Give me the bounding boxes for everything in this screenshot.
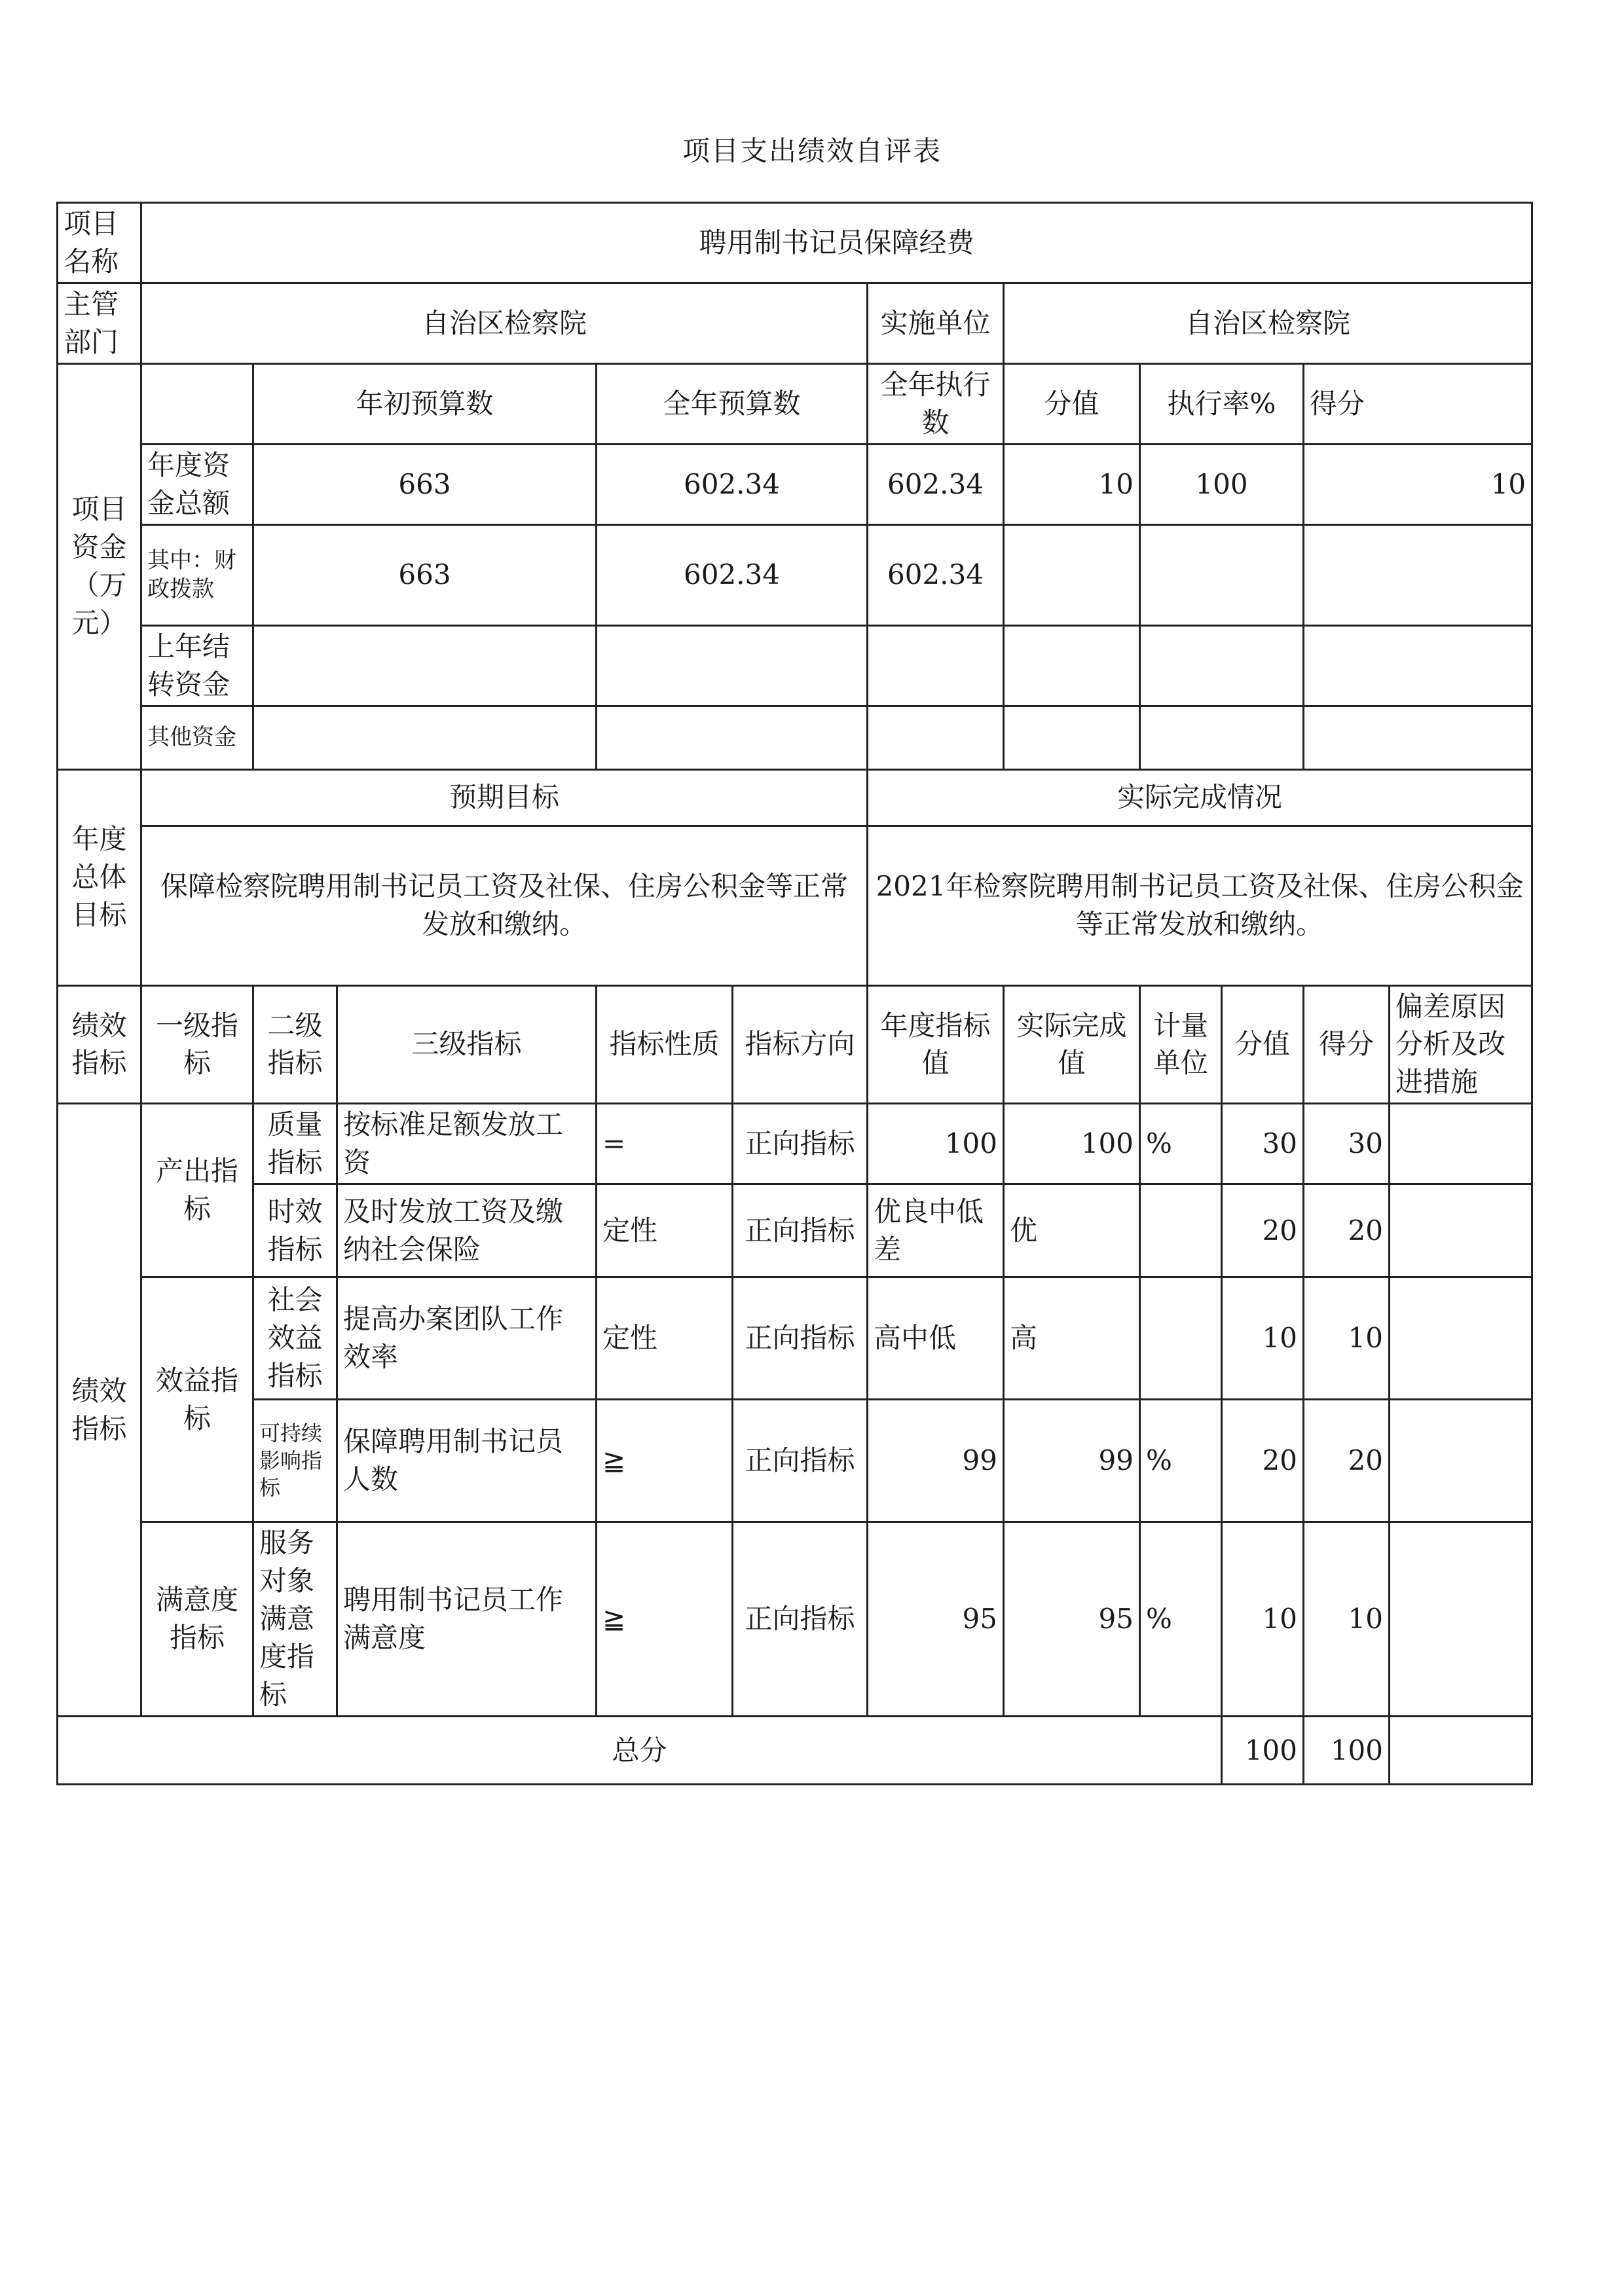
funds-exec-rate: 100: [1140, 444, 1304, 524]
expected-goal-label: 预期目标: [141, 769, 868, 826]
perf-unit: [1140, 1184, 1222, 1277]
actual-result-label: 实际完成情况: [868, 769, 1532, 826]
perf-direction: 正向指标: [733, 1277, 868, 1400]
perf-row-label: 绩效指标: [58, 1104, 141, 1717]
header-executed: 全年执行数: [868, 363, 1004, 444]
funds-score: 10: [1304, 444, 1532, 524]
perf-direction: 正向指标: [733, 1184, 868, 1277]
performance-evaluation-table: [56, 202, 1533, 1785]
perf-score-value: 20: [1222, 1184, 1304, 1277]
perf-deviation: [1390, 1522, 1532, 1717]
total-label: 总分: [58, 1717, 1222, 1785]
funds-annual: [597, 706, 868, 769]
perf-target: 优良中低差: [868, 1184, 1004, 1277]
perf-deviation: [1390, 1277, 1532, 1400]
perf-row-social: [58, 1277, 1532, 1400]
total-score-value: 100: [1222, 1717, 1304, 1785]
funds-executed: 602.34: [868, 524, 1004, 625]
funds-row-label: 年度资金总额: [141, 444, 253, 524]
funds-row-fiscal: [58, 524, 1532, 625]
funds-row-label: 上年结转资金: [141, 625, 253, 706]
perf-score: 20: [1304, 1400, 1390, 1522]
funds-executed: [868, 706, 1004, 769]
perf-header-lvl3: 三级指标: [337, 985, 597, 1104]
perf-lvl2: 社会效益指标: [253, 1277, 337, 1400]
perf-row-quality: [58, 1104, 1532, 1184]
perf-lvl3: 按标准足额发放工资: [337, 1104, 597, 1184]
perf-row-sustainability: [58, 1400, 1532, 1522]
perf-score: 10: [1304, 1277, 1390, 1400]
total-deviation: [1390, 1717, 1532, 1785]
expected-goal-text: 保障检察院聘用制书记员工资及社保、住房公积金等正常发放和缴纳。: [141, 826, 868, 985]
perf-group-satisfaction: 满意度指标: [141, 1522, 253, 1717]
perf-unit: %: [1140, 1104, 1222, 1184]
funds-annual: 602.34: [597, 444, 868, 524]
perf-unit: [1140, 1277, 1222, 1400]
funds-row-label: 其他资金: [141, 706, 253, 769]
perf-lvl2: 服务对象满意度指标: [253, 1522, 337, 1717]
funds-row-total: [58, 444, 1532, 524]
perf-nature: 定性: [597, 1277, 733, 1400]
perf-lvl2: 时效指标: [253, 1184, 337, 1277]
perf-nature: 定性: [597, 1184, 733, 1277]
perf-nature: ≧: [597, 1400, 733, 1522]
department-row: [58, 283, 1532, 363]
perf-header-nature: 指标性质: [597, 985, 733, 1104]
perf-score: 30: [1304, 1104, 1390, 1184]
perf-header-lvl2: 二级指标: [253, 985, 337, 1104]
header-exec-rate: 执行率%: [1140, 363, 1304, 444]
perf-deviation: [1390, 1184, 1532, 1277]
funds-executed: [868, 625, 1004, 706]
funds-annual: [597, 625, 868, 706]
funds-exec-rate: [1140, 524, 1304, 625]
header-score: 得分: [1304, 363, 1532, 444]
perf-lvl2: 质量指标: [253, 1104, 337, 1184]
funds-header-blank: [141, 363, 253, 444]
perf-actual: 95: [1004, 1522, 1140, 1717]
funds-score-value: 10: [1004, 444, 1140, 524]
goals-content-row: [58, 826, 1532, 985]
perf-nature: ≧: [597, 1522, 733, 1717]
perf-header-target: 年度指标值: [868, 985, 1004, 1104]
perf-lvl3: 提高办案团队工作效率: [337, 1277, 597, 1400]
funds-initial: 663: [253, 524, 597, 625]
funds-annual: 602.34: [597, 524, 868, 625]
project-name-value: 聘用制书记员保障经费: [141, 203, 1532, 283]
funds-score: [1304, 706, 1532, 769]
perf-direction: 正向指标: [733, 1104, 868, 1184]
perf-group-benefit: 效益指标: [141, 1277, 253, 1522]
perf-header-score-value: 分值: [1222, 985, 1304, 1104]
perf-unit: %: [1140, 1522, 1222, 1717]
funds-score: [1304, 524, 1532, 625]
perf-row-satisfaction: [58, 1522, 1532, 1717]
perf-score-value: 10: [1222, 1522, 1304, 1717]
perf-direction: 正向指标: [733, 1522, 868, 1717]
funds-initial: 663: [253, 444, 597, 524]
perf-header-deviation: 偏差原因分析及改进措施: [1390, 985, 1532, 1104]
perf-target: 高中低: [868, 1277, 1004, 1400]
perf-header-direction: 指标方向: [733, 985, 868, 1104]
perf-lvl3: 及时发放工资及缴纳社会保险: [337, 1184, 597, 1277]
perf-group-output: 产出指标: [141, 1104, 253, 1277]
funds-exec-rate: [1140, 706, 1304, 769]
funds-exec-rate: [1140, 625, 1304, 706]
funds-score-value: [1004, 524, 1140, 625]
perf-score-value: 20: [1222, 1400, 1304, 1522]
perf-header-row: [58, 985, 1532, 1104]
project-name-label: 项目名称: [58, 203, 141, 283]
funds-row-label: 其中：财政拨款: [141, 524, 253, 625]
perf-unit: %: [1140, 1400, 1222, 1522]
perf-lvl3: 聘用制书记员工作满意度: [337, 1522, 597, 1717]
perf-lvl3: 保障聘用制书记员人数: [337, 1400, 597, 1522]
perf-header-score: 得分: [1304, 985, 1390, 1104]
total-row: [58, 1717, 1532, 1785]
page-title: 项目支出绩效自评表: [682, 135, 942, 167]
funds-score: [1304, 625, 1532, 706]
funds-header-row: [58, 363, 1532, 444]
perf-score: 10: [1304, 1522, 1390, 1717]
header-score-value: 分值: [1004, 363, 1140, 444]
header-initial-budget: 年初预算数: [253, 363, 597, 444]
dept-label: 主管部门: [58, 283, 141, 363]
perf-header-label: 绩效指标: [58, 985, 141, 1104]
perf-actual: 100: [1004, 1104, 1140, 1184]
perf-actual: 99: [1004, 1400, 1140, 1522]
goals-header-row: [58, 769, 1532, 826]
perf-target: 100: [868, 1104, 1004, 1184]
funds-initial: [253, 706, 597, 769]
header-annual-budget: 全年预算数: [597, 363, 868, 444]
perf-header-lvl1: 一级指标: [141, 985, 253, 1104]
total-score: 100: [1304, 1717, 1390, 1785]
perf-score: 20: [1304, 1184, 1390, 1277]
perf-score-value: 30: [1222, 1104, 1304, 1184]
goals-label: 年度总体目标: [58, 769, 141, 985]
perf-target: 99: [868, 1400, 1004, 1522]
funds-score-value: [1004, 706, 1140, 769]
funds-label: 项目资金（万元）: [58, 363, 141, 769]
perf-deviation: [1390, 1400, 1532, 1522]
dept-value: 自治区检察院: [141, 283, 868, 363]
funds-executed: 602.34: [868, 444, 1004, 524]
perf-actual: 高: [1004, 1277, 1140, 1400]
perf-header-unit: 计量单位: [1140, 985, 1222, 1104]
perf-target: 95: [868, 1522, 1004, 1717]
funds-initial: [253, 625, 597, 706]
funds-row-carryover: [58, 625, 1532, 706]
perf-row-timeliness: [58, 1184, 1532, 1277]
perf-direction: 正向指标: [733, 1400, 868, 1522]
perf-header-actual: 实际完成值: [1004, 985, 1140, 1104]
project-name-row: [58, 203, 1532, 283]
perf-deviation: [1390, 1104, 1532, 1184]
impl-unit-value: 自治区检察院: [1004, 283, 1532, 363]
funds-score-value: [1004, 625, 1140, 706]
perf-actual: 优: [1004, 1184, 1140, 1277]
perf-lvl2: 可持续影响指标: [253, 1400, 337, 1522]
perf-score-value: 10: [1222, 1277, 1304, 1400]
funds-row-other: [58, 706, 1532, 769]
perf-nature: =: [597, 1104, 733, 1184]
actual-result-text: 2021年检察院聘用制书记员工资及社保、住房公积金等正常发放和缴纳。: [868, 826, 1532, 985]
impl-unit-label: 实施单位: [868, 283, 1004, 363]
